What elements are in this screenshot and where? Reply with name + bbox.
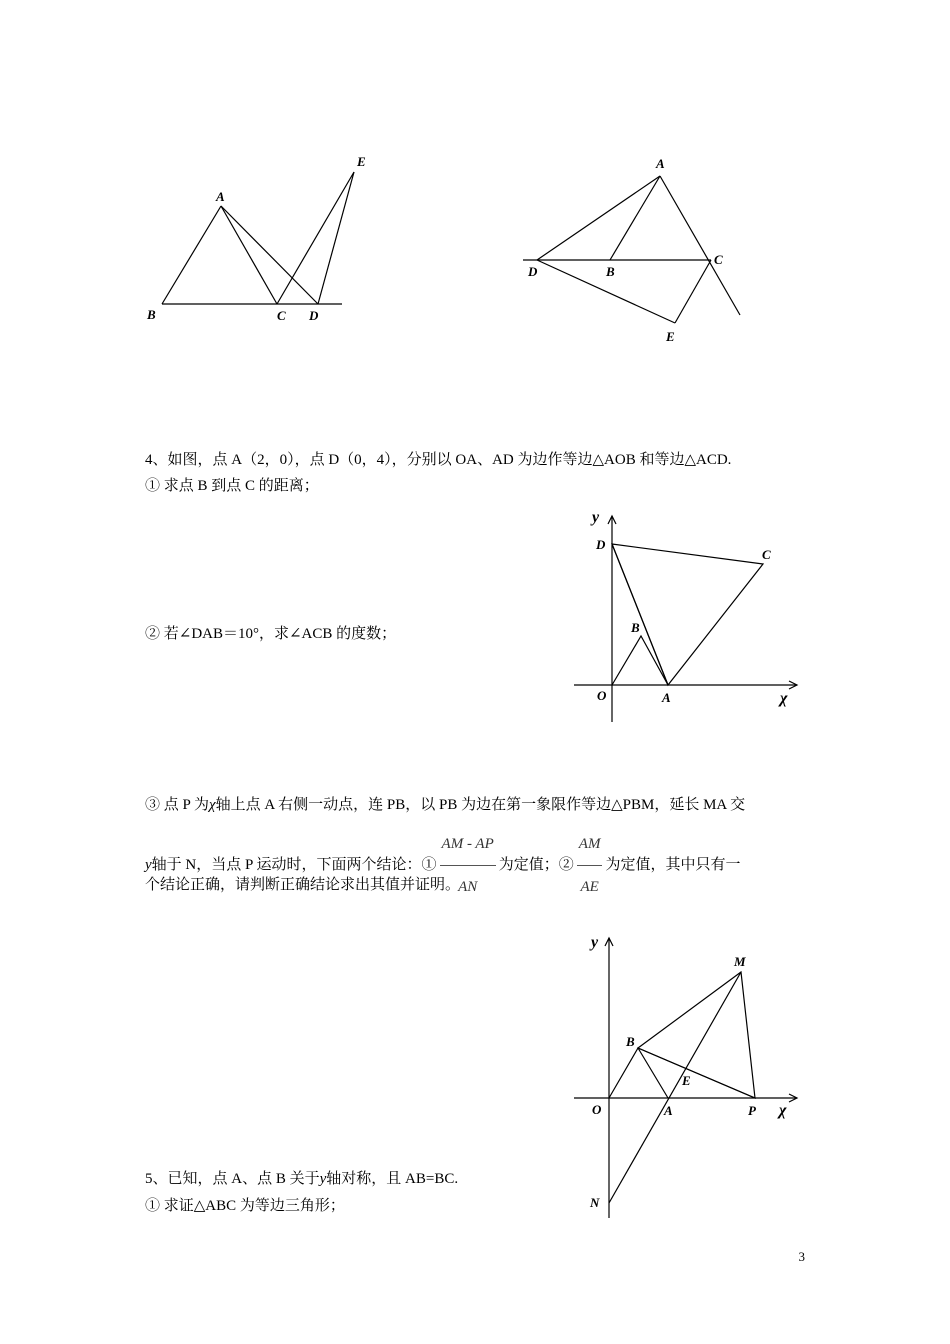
y-axis-label: y <box>591 934 599 951</box>
label-a: A <box>216 189 225 204</box>
label-d: D <box>528 264 538 279</box>
label-b: B <box>606 264 615 279</box>
label-c: C <box>277 308 286 323</box>
label-e: E <box>357 154 366 169</box>
triangle-pbm <box>638 972 755 1098</box>
fraction-1-denominator: AN <box>458 879 478 895</box>
p5-y-symbol: y <box>319 1171 327 1187</box>
label-p: P <box>748 1103 756 1118</box>
label-c: C <box>762 547 771 562</box>
line-mn <box>609 972 741 1203</box>
x-axis-label: χ <box>779 1102 787 1119</box>
q3-text-e: 为定值，其中只有一 <box>605 856 741 873</box>
label-o: O <box>592 1102 602 1117</box>
label-b: B <box>626 1034 635 1049</box>
label-o: O <box>597 688 607 703</box>
problem-4-question-3-line-3: 个结论正确，请判断正确结论求出其值并证明。 <box>145 877 461 893</box>
segment-bp <box>638 1048 755 1098</box>
problem-5-intro <box>145 1169 458 1189</box>
problem-4-question-1: ① 求点 B 到点 C 的距离； <box>145 478 319 494</box>
page-number: 3 <box>798 1249 805 1264</box>
q3-text-d: 为定值；② <box>498 856 574 873</box>
label-e: E <box>666 329 675 344</box>
label-a: A <box>662 690 671 705</box>
label-n: N <box>590 1195 600 1210</box>
problem-4-intro: 4、如图，点 A（2，0），点 D（0，4），分别以 OA、AD 为边作等边△AOB 和等边△ACD. <box>145 452 732 468</box>
label-d: D <box>596 537 606 552</box>
p5-text-b: 轴对称，且 AB=BC. <box>326 1171 459 1187</box>
label-b: B <box>631 620 640 635</box>
fraction-1-numerator: AM - AP <box>440 824 496 866</box>
q3-x-symbol: χ <box>209 797 216 813</box>
label-b: B <box>147 307 156 322</box>
triangle-aob <box>609 1048 668 1098</box>
label-e: E <box>682 1073 691 1088</box>
q3-text-c: 轴于 N，当点 P 运动时，下面两个结论：① <box>151 856 437 873</box>
fraction-2-numerator: AM <box>577 824 603 866</box>
q3-y-symbol: y <box>145 856 152 873</box>
q3-text-b: 轴上点 A 右侧一动点，连 PB，以 PB 为边在第一象限作等边△PBM，延长 MA 交 <box>215 797 746 813</box>
label-m: M <box>734 954 746 969</box>
p5-text-a: 5、已知，点 A、点 B 关于 <box>145 1171 320 1187</box>
label-a: A <box>656 156 665 171</box>
fraction-2-denominator: AE <box>580 879 599 895</box>
q3-text-a: ③ 点 P 为 <box>145 797 210 813</box>
y-axis-label: y <box>592 509 600 526</box>
problem-4-question-2: ② 若∠DAB＝10°，求∠ACB 的度数； <box>145 626 397 642</box>
label-c: C <box>714 252 723 267</box>
label-d: D <box>309 308 319 323</box>
label-a: A <box>664 1103 673 1118</box>
problem-5-question-1: ① 求证△ABC 为等边三角形； <box>145 1198 345 1214</box>
x-axis-label: χ <box>780 690 788 707</box>
